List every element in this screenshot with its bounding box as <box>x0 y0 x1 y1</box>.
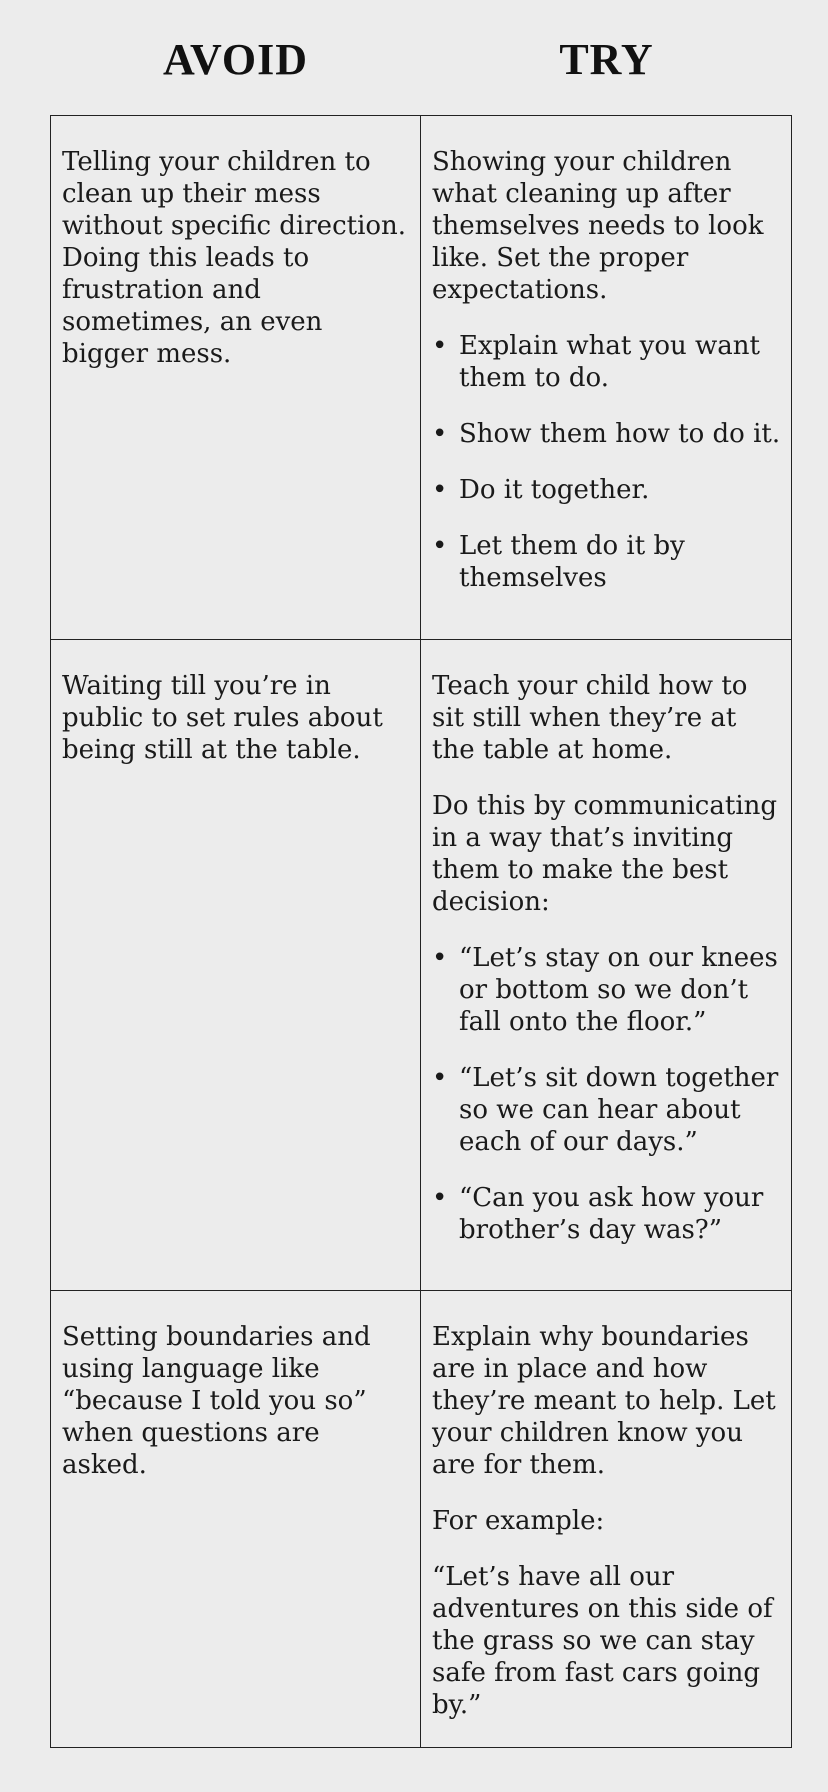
bullet-text: Do it together. <box>459 475 650 505</box>
list-item <box>432 1182 781 1246</box>
try-cell <box>421 116 791 639</box>
bullet-glyph: • <box>432 1063 448 1093</box>
column-headers <box>50 30 792 90</box>
try-intro: Teach your child how to sit still when they’re at the table at home. <box>432 671 748 765</box>
try-intro: Explain why boundaries are in place and how they’re meant to help. Let your children know you are for them. <box>432 1322 776 1480</box>
table-row <box>51 116 791 640</box>
example-quote: “Let’s have all our adventures on this side of the grass so we can stay safe from fast cars going by.” <box>432 1562 773 1720</box>
try-intro-secondary: Do this by communicating in a way that’s inviting them to make the best decision: <box>432 791 778 917</box>
bullet-glyph: • <box>432 475 448 505</box>
bullet-text: “Let’s sit down together so we can hear about each of our days.” <box>459 1063 779 1157</box>
try-intro-secondary: For example: <box>432 1506 605 1536</box>
avoid-text: Telling your children to clean up their mess without specific direction. Doing this leads to frustration and sometimes, an even bigger mess. <box>62 147 407 369</box>
avoid-cell <box>51 640 421 1290</box>
list-item <box>432 942 781 1038</box>
bullet-text: Let them do it by themselves <box>459 531 685 593</box>
bullet-glyph: • <box>432 331 448 361</box>
list-item <box>432 418 781 450</box>
bullet-text: Show them how to do it. <box>459 419 781 449</box>
bullet-glyph: • <box>432 943 448 973</box>
avoid-cell <box>51 116 421 639</box>
try-heading: TRY <box>559 35 654 84</box>
table-row <box>51 640 791 1291</box>
list-item <box>432 1062 781 1158</box>
bullet-glyph: • <box>432 419 448 449</box>
try-intro: Showing your children what cleaning up after themselves needs to look like. Set the proper expectations. <box>432 147 764 305</box>
avoid-text: Setting boundaries and using language like “because I told you so” when questions are asked. <box>62 1322 371 1480</box>
avoid-cell <box>51 1291 421 1747</box>
try-cell <box>421 640 791 1290</box>
list-item <box>432 474 781 506</box>
bullet-glyph: • <box>432 531 448 561</box>
avoid-text: Waiting till you’re in public to set rules about being still at the table. <box>62 671 383 765</box>
avoid-try-table <box>50 115 792 1748</box>
try-bullet-list <box>432 942 781 1246</box>
table-row <box>51 1291 791 1747</box>
avoid-heading: AVOID <box>162 35 309 84</box>
list-item <box>432 530 781 594</box>
list-item <box>432 330 781 394</box>
bullet-glyph: • <box>432 1183 448 1213</box>
bullet-text: “Can you ask how your brother’s day was?” <box>459 1183 764 1245</box>
bullet-text: “Let’s stay on our knees or bottom so we don’t fall onto the floor.” <box>459 943 778 1037</box>
bullet-text: Explain what you want them to do. <box>459 331 760 393</box>
try-cell <box>421 1291 791 1747</box>
try-bullet-list <box>432 330 781 594</box>
